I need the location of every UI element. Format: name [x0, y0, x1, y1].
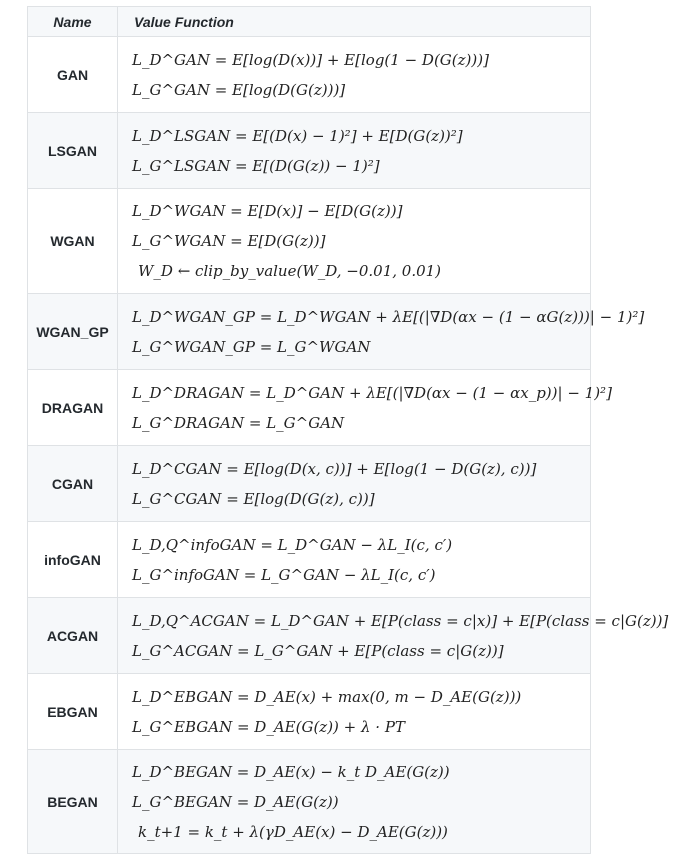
- table-row: [28, 445, 590, 521]
- equation-line: L_G^ACGAN = L_G^GAN + E[P(class = c|G(z))]: [132, 641, 504, 660]
- row-name: GAN: [28, 37, 118, 112]
- table-row: [28, 521, 590, 597]
- gan-value-function-table: [27, 6, 669, 854]
- equation-line: L_G^CGAN = E[log(D(G(z), c))]: [132, 489, 375, 508]
- table-row: [28, 749, 590, 854]
- header-name: Name: [28, 7, 118, 36]
- equation-line: L_D^EBGAN = D_AE(x) + max(0, m − D_AE(G(z))): [132, 687, 522, 706]
- row-name: infoGAN: [28, 522, 118, 597]
- equation-line: L_D^LSGAN = E[(D(x) − 1)²] + E[D(G(z))²]: [132, 126, 463, 145]
- row-name: ACGAN: [28, 598, 118, 673]
- table-row: [28, 293, 645, 369]
- equation-line: W_D ← clip_by_value(W_D, −0.01, 0.01): [138, 262, 442, 280]
- row-name: WGAN_GP: [28, 294, 118, 369]
- row-name: LSGAN: [28, 113, 118, 188]
- equation-line: L_D^BEGAN = D_AE(x) − k_t D_AE(G(z)): [132, 762, 450, 781]
- equation-line: L_G^WGAN = E[D(G(z))]: [132, 232, 326, 250]
- equation-line: L_G^GAN = E[log(D(G(z)))]: [132, 80, 346, 99]
- equation-line: k_t+1 = k_t + λ(γD_AE(x) − D_AE(G(z))): [138, 822, 448, 841]
- equation-line: L_D^DRAGAN = L_D^GAN + λE[(|∇D(αx − (1 − αx_p))| − 1)²]: [132, 383, 612, 402]
- table-header-row: [28, 6, 590, 36]
- equation-line: L_G^LSGAN = E[(D(G(z)) − 1)²]: [132, 156, 380, 175]
- table-row: [28, 369, 612, 445]
- row-name: DRAGAN: [28, 370, 118, 445]
- table-row: [28, 673, 590, 749]
- table-row: [28, 36, 590, 112]
- equation-line: L_G^BEGAN = D_AE(G(z)): [132, 792, 339, 811]
- equation-line: L_D^WGAN_GP = L_D^WGAN + λE[(|∇D(αx − (1 − αG(z)))| − 1)²]: [132, 307, 645, 326]
- header-value-function: Value Function: [134, 13, 234, 30]
- table-row: [28, 112, 590, 188]
- row-name: WGAN: [28, 189, 118, 293]
- equation-line: L_G^WGAN_GP = L_G^WGAN: [132, 337, 371, 356]
- equation-line: L_G^DRAGAN = L_G^GAN: [132, 413, 345, 432]
- table-row: [28, 188, 590, 293]
- row-name: CGAN: [28, 446, 118, 521]
- row-name: BEGAN: [28, 750, 118, 853]
- equation-line: L_D,Q^infoGAN = L_D^GAN − λL_I(c, c′): [132, 535, 453, 554]
- row-name: EBGAN: [28, 674, 118, 749]
- equation-line: L_D^WGAN = E[D(x)] − E[D(G(z))]: [132, 202, 403, 220]
- equation-line: L_D,Q^ACGAN = L_D^GAN + E[P(class = c|x)] + E[P(class = c|G(z))]: [132, 611, 669, 630]
- equation-line: L_D^GAN = E[log(D(x))] + E[log(1 − D(G(z)))]: [132, 50, 489, 69]
- equation-line: L_G^infoGAN = L_G^GAN − λL_I(c, c′): [132, 565, 436, 584]
- equation-line: L_G^EBGAN = D_AE(G(z)) + λ · PT: [132, 717, 405, 736]
- table-row: [28, 597, 669, 673]
- equation-line: L_D^CGAN = E[log(D(x, c))] + E[log(1 − D(G(z), c))]: [132, 459, 537, 478]
